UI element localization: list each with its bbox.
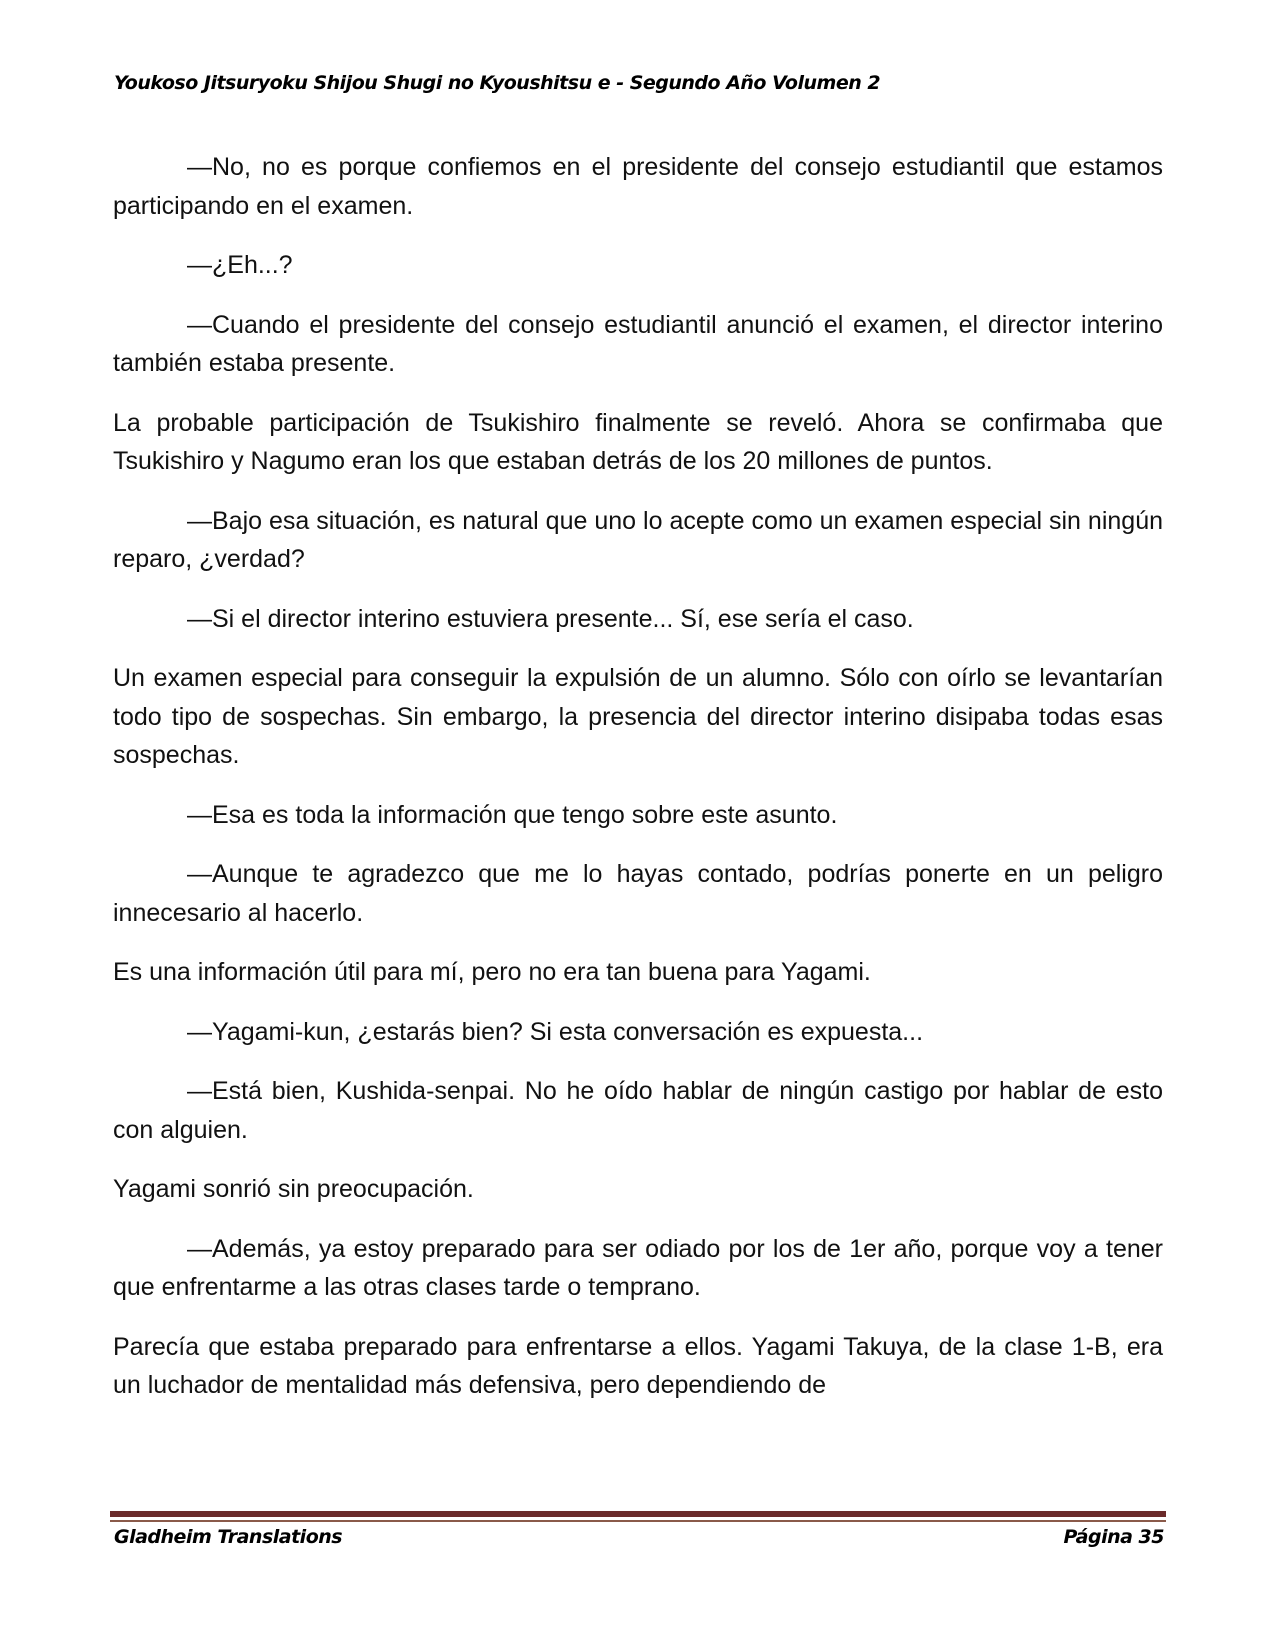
paragraph: Un examen especial para conseguir la expulsión de un alumno. Sólo con oírlo se levantarían todo tipo de sospechas. Sin embargo, la presencia del director interino disipaba todas esas sospechas. [113, 664, 1163, 769]
paragraph: —No, no es porque confiemos en el presidente del consejo estudiantil que estamos participando en el examen. [113, 153, 1163, 220]
paragraph: La probable participación de Tsukishiro finalmente se reveló. Ahora se confirmaba que Tsukishiro y Nagumo eran los que estaban detrás de los 20 millones de puntos. [113, 408, 1163, 475]
footer-rule-thick [110, 1511, 1166, 1517]
footer-rule-thin [110, 1520, 1166, 1522]
paragraph: —Yagami-kun, ¿estarás bien? Si esta conversación es expuesta... [187, 1017, 924, 1046]
paragraph: —Aunque te agradezco que me lo hayas contado, podrías ponerte en un peligro innecesario al hacerlo. [113, 860, 1163, 927]
paragraph: —Cuando el presidente del consejo estudiantil anunció el examen, el director interino también estaba presente. [113, 310, 1163, 377]
paragraph: Parecía que estaba preparado para enfrentarse a ellos. Yagami Takuya, de la clase 1-B, era un luchador de mentalidad más defensiva, pero dependiendo de [113, 1332, 1163, 1399]
page-body [113, 148, 1163, 1426]
paragraph: Es una información útil para mí, pero no era tan buena para Yagami. [113, 958, 871, 986]
paragraph: —Esa es toda la información que tengo sobre este asunto. [187, 800, 838, 829]
paragraph: —¿Eh...? [187, 251, 293, 279]
paragraph: —Está bien, Kushida-senpai. No he oído hablar de ningún castigo por hablar de esto con alguien. [113, 1077, 1163, 1144]
paragraph: —Si el director interino estuviera presente... Sí, ese sería el caso. [187, 604, 914, 633]
paragraph: —Bajo esa situación, es natural que uno lo acepte como un examen especial sin ningún reparo, ¿verdad? [113, 506, 1163, 573]
running-header: Youkoso Jitsuryoku Shijou Shugi no Kyoushitsu e - Segundo Año Volumen 2 [114, 72, 881, 94]
page-number: Página 35 [1063, 1526, 1164, 1548]
paragraph: —Además, ya estoy preparado para ser odiado por los de 1er año, porque voy a tener que enfrentarme a las otras clases tarde o temprano. [113, 1234, 1163, 1301]
paragraph: Yagami sonrió sin preocupación. [113, 1175, 474, 1203]
footer-publisher: Gladheim Translations [114, 1526, 343, 1548]
